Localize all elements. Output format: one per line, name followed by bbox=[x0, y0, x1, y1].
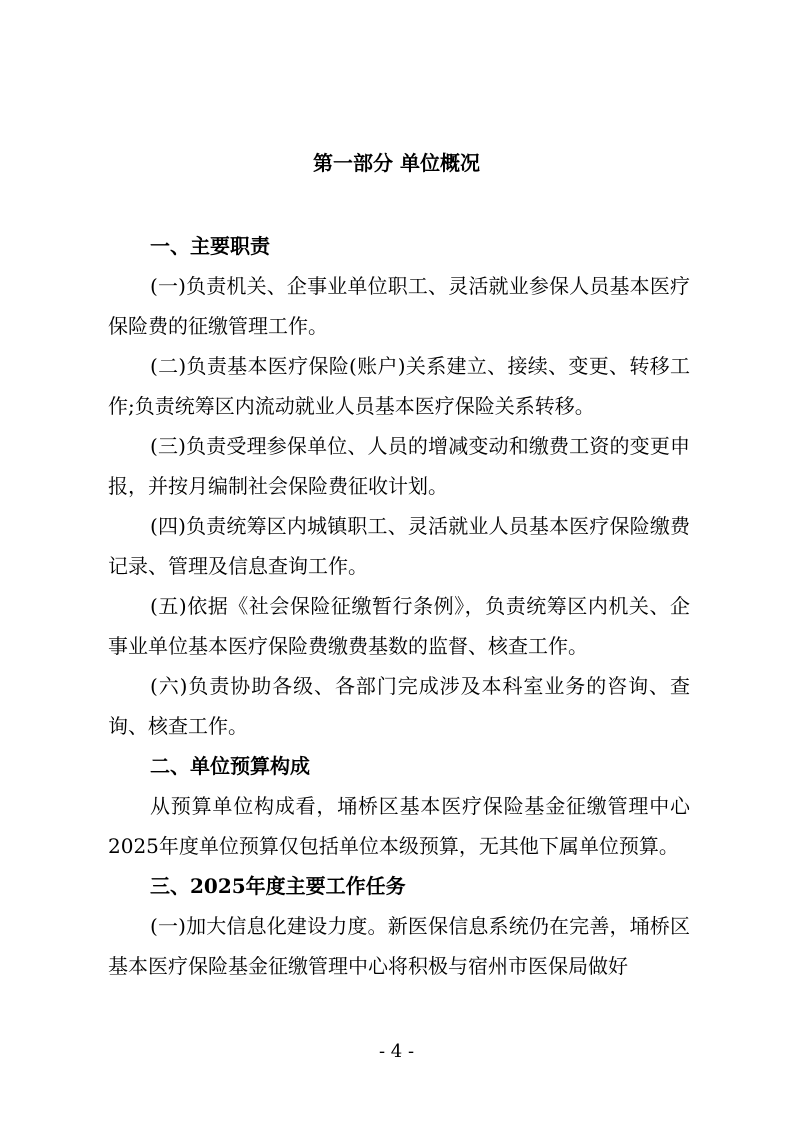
section-heading-tasks: 三、2025年度主要工作任务 bbox=[150, 874, 406, 898]
paragraph-duty-3: (三)负责受理参保单位、人员的增减变动和缴费工资的变更申报，并按月编制社会保险费征收计划。 bbox=[108, 434, 690, 498]
paragraph-duty-6: (六)负责协助各级、各部门完成涉及本科室业务的咨询、查询、核查工作。 bbox=[108, 674, 690, 738]
section-heading-budget: 二、单位预算构成 bbox=[150, 754, 310, 778]
page-number: - 4 - bbox=[378, 1041, 415, 1062]
page-title: 第一部分 单位概况 bbox=[313, 151, 480, 175]
paragraph-task-1: (一)加大信息化建设力度。新医保信息系统仍在完善，埇桥区基本医疗保险基金征缴管理中心将积极与宿州市医保局做好 bbox=[108, 914, 690, 978]
paragraph-budget: 从预算单位构成看，埇桥区基本医疗保险基金征缴管理中心2025年度单位预算仅包括单位本级预算，无其他下属单位预算。 bbox=[108, 794, 690, 858]
section-heading-duties: 一、主要职责 bbox=[150, 234, 270, 258]
paragraph-duty-2: (二)负责基本医疗保险(账户)关系建立、接续、变更、转移工作;负责统筹区内流动就业人员基本医疗保险关系转移。 bbox=[108, 354, 690, 418]
paragraph-duty-5: (五)依据《社会保险征缴暂行条例》，负责统筹区内机关、企事业单位基本医疗保险费缴费基数的监督、核查工作。 bbox=[108, 594, 690, 658]
document-body bbox=[108, 226, 690, 986]
paragraph-duty-4: (四)负责统筹区内城镇职工、灵活就业人员基本医疗保险缴费记录、管理及信息查询工作。 bbox=[108, 514, 690, 578]
paragraph-duty-1: (一)负责机关、企事业单位职工、灵活就业参保人员基本医疗保险费的征缴管理工作。 bbox=[108, 274, 690, 338]
